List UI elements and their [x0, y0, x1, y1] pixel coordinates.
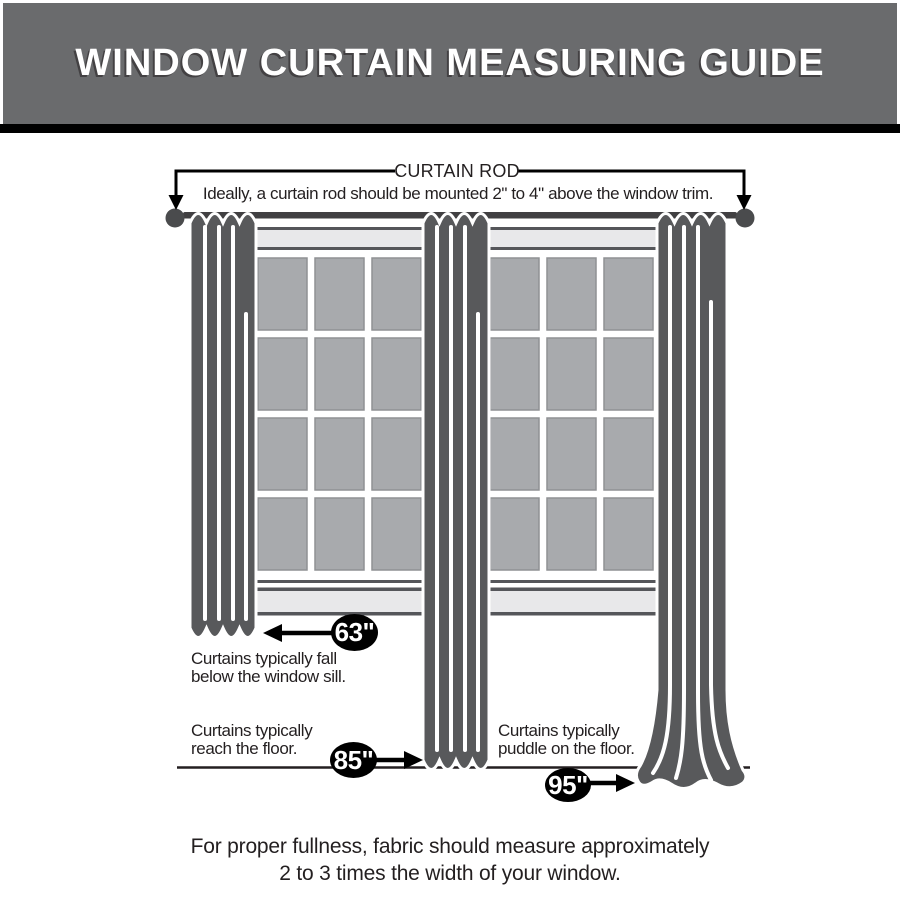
fullness-note	[0, 833, 900, 887]
window-pane	[547, 418, 596, 490]
curtain-left	[190, 214, 256, 638]
window-pane	[372, 498, 421, 570]
window-pane	[315, 498, 364, 570]
window-pane	[490, 258, 539, 330]
rod-callout-title: CURTAIN ROD	[394, 161, 520, 181]
window-pane	[490, 418, 539, 490]
measure-85-value: 85"	[333, 744, 374, 775]
page-title: WINDOW CURTAIN MEASURING GUIDE	[75, 42, 825, 84]
window-panes-right	[490, 258, 653, 570]
window-pane	[547, 258, 596, 330]
label-95-line2: puddle on the floor.	[498, 739, 635, 758]
window-pane	[604, 338, 653, 410]
window-pane	[490, 338, 539, 410]
curtain-middle	[423, 214, 489, 770]
window-pane	[258, 418, 307, 490]
measure-95-badge	[545, 768, 591, 802]
label-95-line1: Curtains typically	[498, 721, 620, 740]
measure-63-value: 63"	[334, 617, 375, 647]
window-pane	[315, 418, 364, 490]
label-85-line2: reach the floor.	[191, 739, 298, 758]
window-pane	[258, 498, 307, 570]
label-63-line1: Curtains typically fall	[191, 649, 337, 668]
window-pane	[604, 258, 653, 330]
window-pane	[547, 338, 596, 410]
window-pane	[490, 498, 539, 570]
rod-finial-right	[736, 209, 755, 228]
window-pane	[315, 258, 364, 330]
label-63	[191, 650, 346, 686]
window-pane	[604, 498, 653, 570]
measure-95-value: 95"	[548, 769, 588, 800]
window-pane	[604, 418, 653, 490]
window-pane	[372, 418, 421, 490]
label-85	[191, 722, 312, 758]
fullness-note-line1: For proper fullness, fabric should measure approximately	[190, 835, 710, 858]
window-pane	[258, 338, 307, 410]
fullness-note-line2: 2 to 3 times the width of your window.	[279, 862, 621, 885]
bracket-arrow-left	[169, 195, 184, 210]
label-63-line2: below the window sill.	[191, 667, 346, 686]
rod-callout-note: Ideally, a curtain rod should be mounted 2" to 4" above the window trim.	[202, 184, 714, 203]
window-panes-left	[258, 258, 421, 570]
measure-63-badge	[331, 614, 378, 651]
rod-finial-left	[166, 209, 185, 228]
label-85-line1: Curtains typically	[191, 721, 313, 740]
window-pane	[315, 338, 364, 410]
measure-85-badge	[330, 742, 377, 778]
arrow-95	[589, 774, 635, 792]
window-pane	[372, 338, 421, 410]
window-pane	[547, 498, 596, 570]
bracket-arrow-right	[737, 195, 752, 210]
window-pane	[258, 258, 307, 330]
arrow-63	[263, 624, 332, 642]
window-pane	[372, 258, 421, 330]
label-95	[498, 722, 635, 758]
